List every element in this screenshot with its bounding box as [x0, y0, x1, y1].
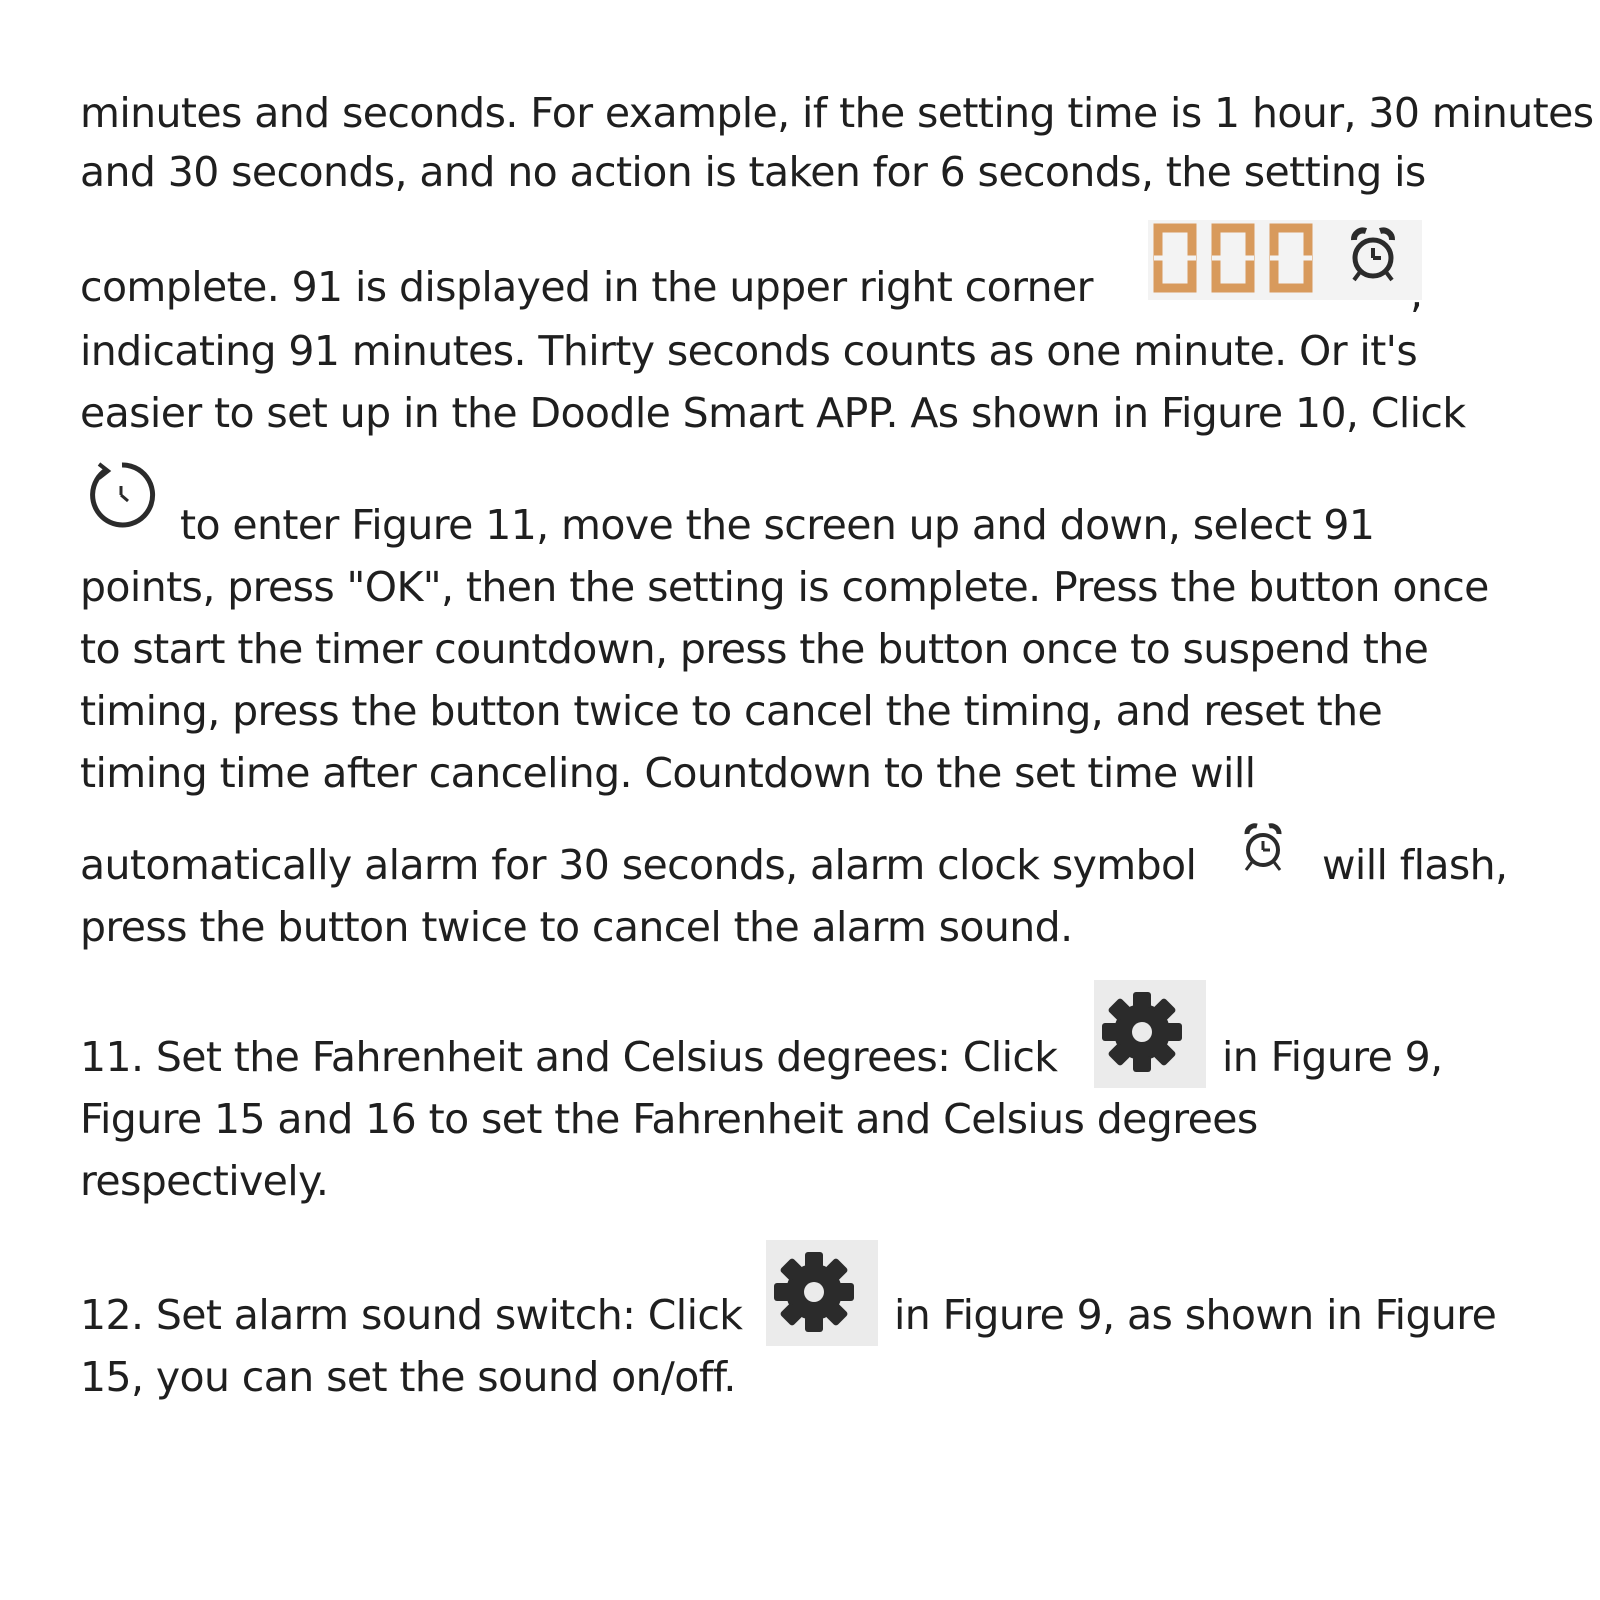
text-line: timing time after canceling. Countdown to the set time will: [80, 749, 1256, 797]
text-line: 15, you can set the sound on/off.: [80, 1353, 736, 1401]
text-line: press the button twice to cancel the alarm sound.: [80, 903, 1073, 951]
text-line-tail: ,: [1410, 269, 1423, 317]
text-line: indicating 91 minutes. Thirty seconds counts as one minute. Or it's: [80, 327, 1418, 375]
text-line: easier to set up in the Doodle Smart APP. As shown in Figure 10, Click: [80, 389, 1466, 437]
gear-icon: [766, 1240, 878, 1346]
timer-icon: [82, 456, 160, 538]
text-line: to enter Figure 11, move the screen up and down, select 91: [180, 501, 1375, 549]
text-line: points, press "OK", then the setting is complete. Press the button once: [80, 563, 1489, 611]
text-line: 11. Set the Fahrenheit and Celsius degrees: Click: [80, 1033, 1058, 1081]
text-line: to start the timer countdown, press the button once to suspend the: [80, 625, 1429, 673]
text-line: minutes and seconds. For example, if the setting time is 1 hour, 30 minutes: [80, 89, 1594, 137]
text-line: and 30 seconds, and no action is taken for 6 seconds, the setting is: [80, 148, 1426, 196]
text-line: 12. Set alarm sound switch: Click: [80, 1291, 743, 1339]
text-line: Figure 15 and 16 to set the Fahrenheit and Celsius degrees: [80, 1095, 1258, 1143]
text-line: will flash,: [1322, 841, 1508, 889]
gear-icon: [1094, 980, 1206, 1088]
alarm-clock-icon: [1236, 820, 1290, 882]
text-line: respectively.: [80, 1157, 329, 1205]
text-line: automatically alarm for 30 seconds, alarm clock symbol: [80, 841, 1197, 889]
text-line: complete. 91 is displayed in the upper right corner: [80, 263, 1093, 311]
text-line: in Figure 9, as shown in Figure: [894, 1291, 1497, 1339]
alarm-clock-icon: [1340, 222, 1406, 292]
text-line: in Figure 9,: [1222, 1033, 1443, 1081]
text-line: timing, press the button twice to cancel the timing, and reset the: [80, 687, 1383, 735]
